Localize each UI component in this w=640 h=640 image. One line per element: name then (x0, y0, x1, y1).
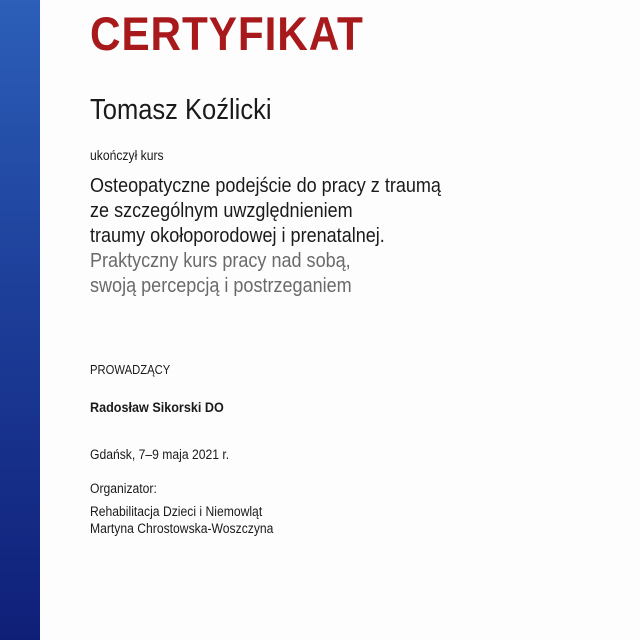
course-title-line: traumy okołoporodowej i prenatalnej. (90, 224, 385, 247)
completed-label: ukończył kurs (90, 148, 164, 163)
instructor-label: PROWADZĄCY (90, 363, 171, 377)
course-subtitle-line: swoją percepcją i postrzeganiem (90, 274, 352, 297)
place-date: Gdańsk, 7–9 maja 2021 r. (90, 447, 230, 462)
organizer-label: Organizator: (90, 481, 157, 496)
instructor-name: Radosław Sikorski DO (90, 399, 224, 415)
recipient-name: Tomasz Koźlicki (90, 94, 272, 126)
course-title-line: ze szczególnym uwzględnieniem (90, 199, 353, 222)
certificate-title: CERTYFIKAT (90, 7, 364, 60)
course-title-line: Osteopatyczne podejście do pracy z traumą (90, 174, 441, 197)
blue-side-band (0, 0, 40, 640)
organizer-line: Rehabilitacja Dzieci i Niemowląt (90, 504, 263, 519)
organizer-line: Martyna Chrostowska-Woszczyna (90, 521, 274, 536)
course-subtitle-line: Praktyczny kurs pracy nad sobą, (90, 249, 351, 272)
